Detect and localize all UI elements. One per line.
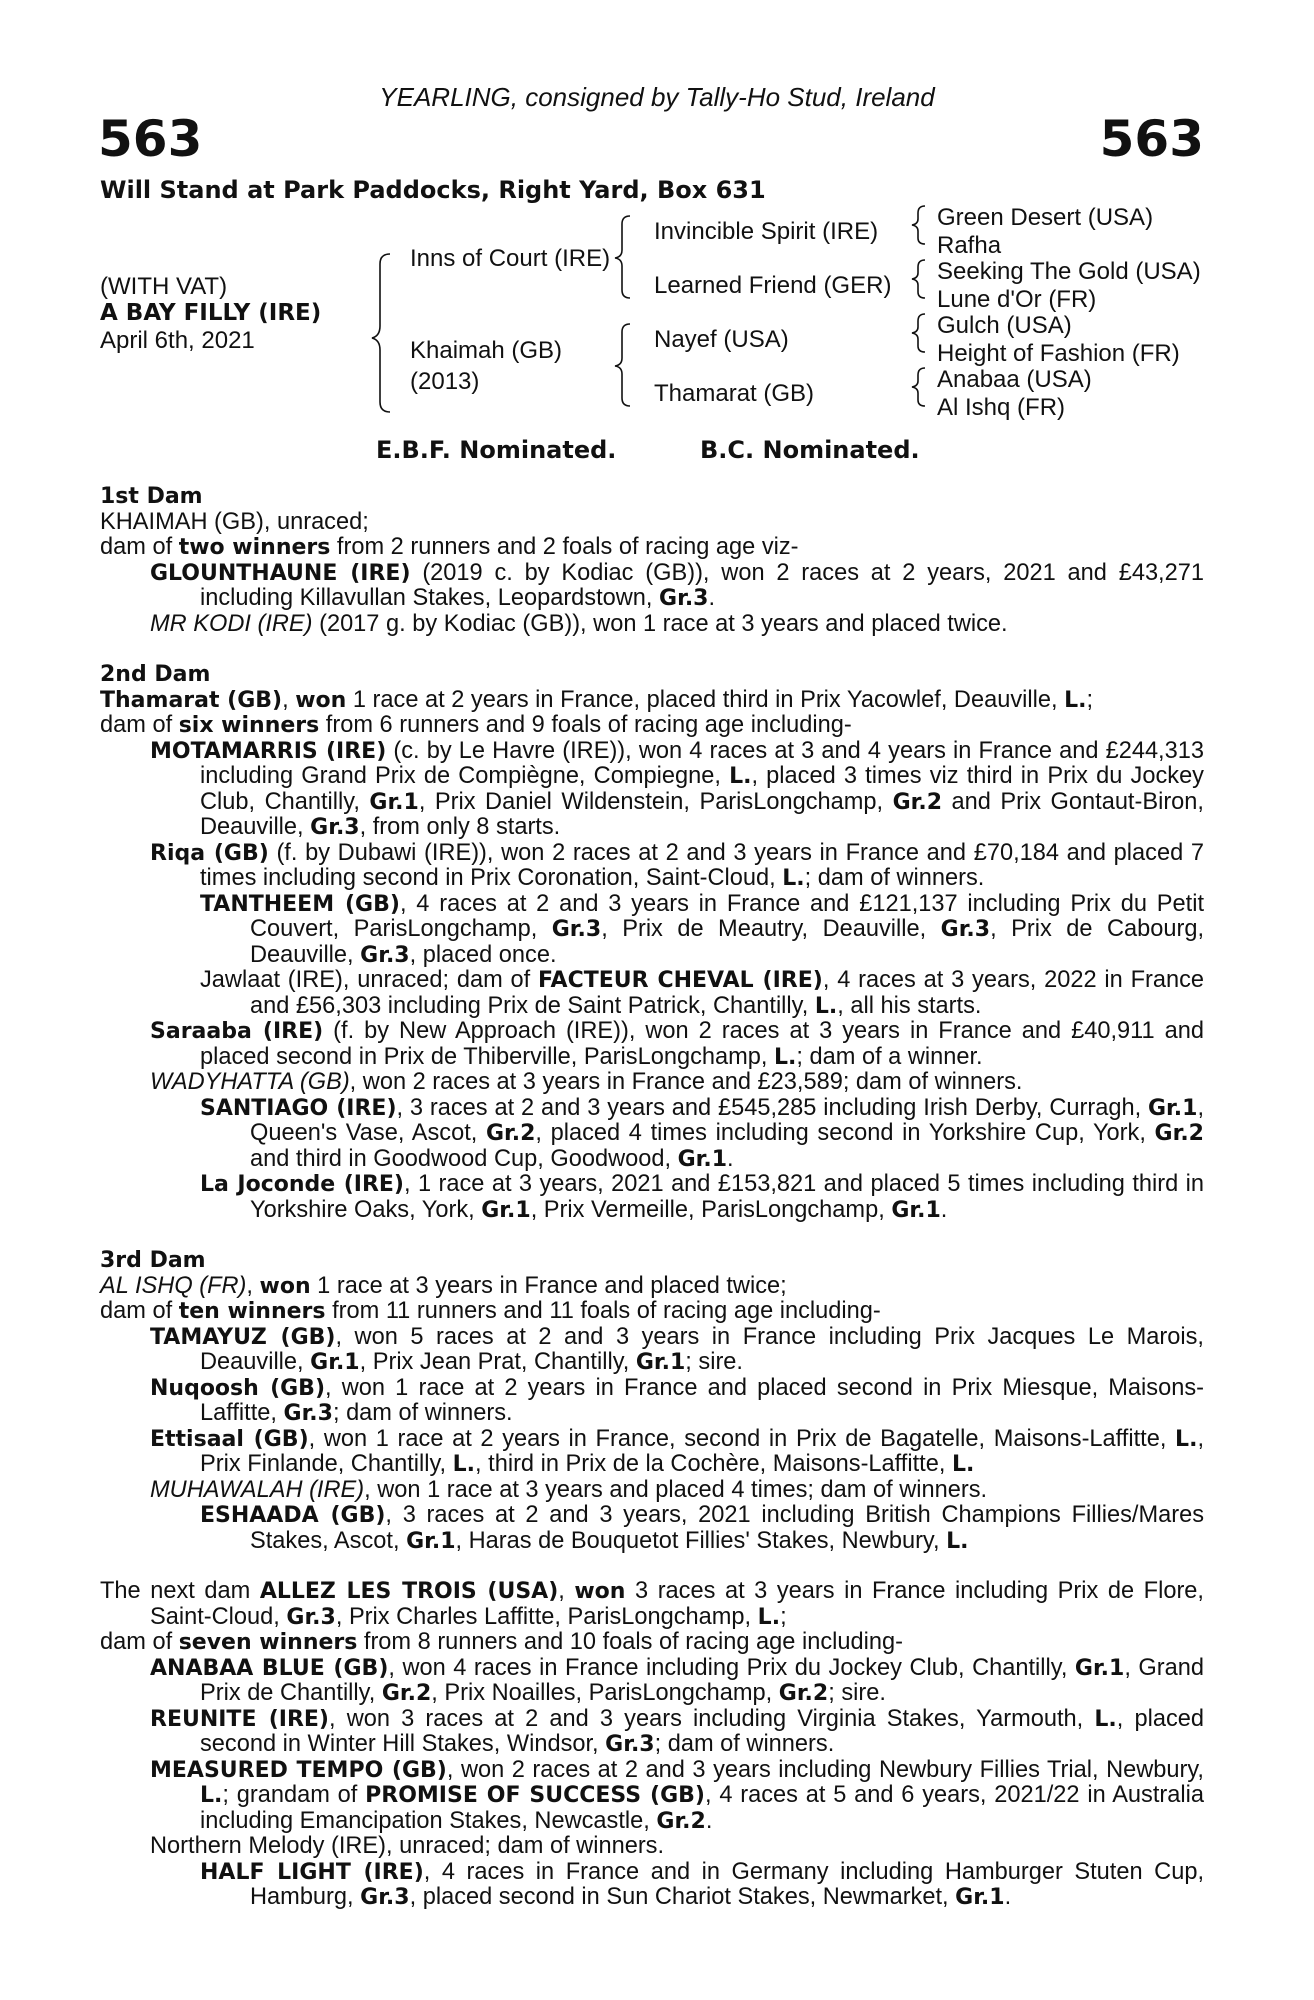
bold-text: Gr.1 [481, 1197, 531, 1223]
bold-text: Gr.1 [635, 1350, 686, 1375]
text: , [558, 1578, 575, 1604]
text: , Prix Daniel Wildenstein, ParisLongchamp, [418, 788, 893, 815]
text: ; sire. [828, 1680, 886, 1706]
pedigree-gen3-4: Lune d'Or (FR) [937, 286, 1097, 313]
date-of-birth: April 6th, 2021 [100, 327, 255, 354]
bold-text: Ettisaal (GB) [150, 1426, 309, 1452]
section-gap [100, 637, 1204, 662]
bold-text: Gr.2 [892, 789, 943, 815]
brace-g-4 [912, 368, 925, 406]
stand-location: Will Stand at Park Paddocks, Right Yard, Box 631 [100, 176, 766, 204]
bold-text: Gr.1 [310, 1350, 360, 1375]
bold-text: L. [200, 1783, 223, 1808]
text: . [727, 1145, 734, 1172]
text: (c. by Le Havre (IRE)), won 4 races at 3 and 4 years in France and £244,313 including Grand Prix de Compiègne, Compiegne, [200, 737, 1204, 789]
record-paragraph [100, 968, 1204, 1019]
text: . [708, 585, 716, 611]
text: , Prix de Cabourg, Deauville, [250, 916, 1205, 968]
record-paragraph [100, 1834, 1204, 1860]
section-gap [100, 1554, 1204, 1579]
ebf-nomination: E.B.F. Nominated. [376, 436, 617, 464]
text: , Prix Jean Prat, Chantilly, [359, 1349, 636, 1375]
text: ; dam of winners. [654, 1731, 835, 1757]
bold-text: two winners [178, 535, 331, 560]
text: 3 races at 3 years in France including Prix de Flore, Saint-Cloud, [150, 1578, 1204, 1630]
brace-g-3 [912, 314, 925, 352]
record-paragraph [100, 1019, 1204, 1070]
bold-text: won [574, 1579, 626, 1604]
record-paragraph [100, 1656, 1204, 1707]
bold-text: Gr.1 [955, 1885, 1005, 1910]
text: (2017 g. by Kodiac (GB)), won 1 race at 3 years and placed twice. [312, 610, 1008, 637]
text: , 1 race at 3 years, 2021 and £153,821 and placed 5 times including third in Yorkshire Oaks, York, [250, 1171, 1205, 1223]
record-paragraph [100, 1427, 1204, 1478]
record-paragraph [100, 739, 1204, 841]
text: ; dam of winners. [804, 865, 985, 891]
text: from 11 runners and 11 foals of racing age including- [325, 1298, 881, 1324]
text: ; [780, 1603, 787, 1630]
record-paragraph [100, 1503, 1204, 1554]
bold-text: Saraaba (IRE) [150, 1019, 324, 1044]
bc-nomination: B.C. Nominated. [700, 436, 920, 464]
text: , won 2 races at 2 and 3 years including Newbury Fillies Trial, Newbury, [446, 1756, 1204, 1783]
bold-text: L. [452, 1452, 476, 1477]
brace-sire [615, 216, 630, 298]
bold-text: REUNITE (IRE) [150, 1706, 329, 1732]
text: 1 race at 3 years in France and placed twice; [310, 1272, 787, 1299]
record-paragraph [100, 1478, 1204, 1504]
bold-text: L. [1094, 1706, 1117, 1732]
pedigree-dam-dam: Thamarat (GB) [654, 380, 815, 407]
bold-text: ALLEZ LES TROIS (USA) [259, 1579, 559, 1604]
text: dam of [100, 1298, 179, 1324]
bold-text: HALF LIGHT (IRE) [200, 1859, 424, 1885]
text: , Prix Vermeille, ParisLongchamp, [530, 1196, 892, 1223]
bold-text: Gr.2 [485, 1121, 536, 1146]
pedigree-sire-dam: Learned Friend (GER) [654, 272, 892, 299]
text: , won 1 race at 3 years and placed 4 times; dam of winners. [364, 1476, 988, 1503]
record-paragraph [100, 1376, 1204, 1427]
bold-text: Gr.3 [283, 1401, 333, 1426]
produce-records [100, 484, 1204, 1911]
bold-text: PROMISE OF SUCCESS (GB) [365, 1783, 705, 1808]
pedigree-gen3-1: Green Desert (USA) [937, 204, 1154, 231]
bold-text: L. [1175, 1426, 1198, 1452]
text: , third in Prix de la Cochère, Maisons-Laffitte, [475, 1451, 952, 1477]
lot-name: A BAY FILLY (IRE) [100, 300, 322, 326]
text: , 4 races at 2 and 3 years in France and £121,137 including Prix du Petit Couvert, ParisLongchamp, [250, 890, 1205, 942]
bold-text: Riqa (GB) [150, 840, 269, 866]
text: , won 3 races at 2 and 3 years including Virginia Stakes, Yarmouth, [329, 1705, 1095, 1732]
record-paragraph [100, 1325, 1204, 1376]
text: , placed 4 times including second in Yorkshire Cup, York, [535, 1120, 1155, 1146]
bold-text: L. [1064, 687, 1087, 713]
bold-text: ten winners [178, 1299, 326, 1324]
lot-number-left: 563 [98, 110, 203, 168]
text: dam of [100, 1629, 179, 1655]
bold-text: Gr.1 [677, 1146, 728, 1172]
text: , Queen's Vase, Ascot, [250, 1094, 1204, 1146]
bold-text: Thamarat (GB) [100, 687, 283, 713]
pedigree-gen3-3: Seeking The Gold (USA) [937, 258, 1201, 285]
text: ; grandam of [222, 1782, 366, 1808]
record-paragraph [100, 1070, 1204, 1096]
bold-text: Gr.1 [1148, 1095, 1198, 1121]
bold-text: L. [782, 866, 805, 891]
text: Northern Melody (IRE), unraced; dam of winners. [150, 1833, 665, 1859]
text: , 3 races at 2 and 3 years and £545,285 including Irish Derby, Curragh, [396, 1094, 1148, 1121]
record-paragraph [100, 1579, 1204, 1630]
bold-text: La Joconde (IRE) [200, 1172, 404, 1197]
bold-text: Nuqoosh (GB) [150, 1375, 326, 1401]
pedigree-dam-year: (2013) [410, 368, 480, 395]
text: 1 race at 2 years in France, placed third in Prix Yacowlef, Deauville, [346, 686, 1065, 713]
text: ; dam of winners. [332, 1400, 513, 1426]
text: , placed 3 times viz third in Prix du Jockey Club, Chantilly, [200, 763, 1204, 815]
record-paragraph [100, 510, 1204, 536]
text: ; sire. [685, 1349, 743, 1375]
text: , won 1 race at 2 years in France, second in Prix de Bagatelle, Maisons-Laffitte, [308, 1425, 1176, 1452]
pedigree-sire: Inns of Court (IRE) [410, 245, 611, 272]
bold-text: L. [757, 1604, 781, 1630]
text: . [940, 1196, 948, 1223]
record-paragraph [100, 892, 1204, 969]
bold-text: L. [729, 764, 752, 789]
pedigree-gen3-5: Gulch (USA) [937, 312, 1072, 339]
brace-g-2 [912, 260, 925, 298]
record-paragraph [100, 1299, 1204, 1325]
section-heading: 2nd Dam [100, 662, 211, 687]
record-paragraph [100, 1707, 1204, 1758]
record-paragraph [100, 561, 1204, 612]
pedigree-dam-sire: Nayef (USA) [654, 326, 789, 353]
section-heading: 3rd Dam [100, 1248, 206, 1273]
bold-text: won [295, 687, 347, 713]
pedigree-dam: Khaimah (GB) [410, 337, 563, 364]
pedigree-gen3-7: Anabaa (USA) [937, 366, 1092, 393]
text: , all his starts. [837, 992, 982, 1019]
bold-text: Gr.3 [286, 1604, 336, 1630]
section-heading: 1st Dam [100, 484, 203, 509]
consignment-line: YEARLING, consigned by Tally-Ho Stud, Ireland [379, 82, 935, 112]
vat-note: (WITH VAT) [100, 273, 228, 300]
bold-text: TAMAYUZ (GB) [150, 1324, 336, 1350]
text: , [246, 1272, 260, 1299]
text: , Prix de Meautry, Deauville, [601, 916, 941, 942]
bold-text: won [259, 1273, 311, 1299]
italic-text: WADYHATTA (GB) [150, 1069, 350, 1095]
text: , Prix Charles Laffitte, ParisLongchamp, [335, 1603, 758, 1630]
section-gap [100, 1223, 1204, 1248]
bold-text: Gr.2 [381, 1681, 432, 1706]
brace-main [372, 254, 390, 412]
record-paragraph [100, 841, 1204, 892]
text: (2019 c. by Kodiac (GB)), won 2 races at 2 years, 2021 and £43,271 including Killavullan Stakes, Leopardstown, [200, 559, 1204, 611]
text: . [705, 1807, 713, 1834]
text: KHAIMAH (GB), unraced; [100, 508, 369, 535]
text: dam of [100, 534, 179, 560]
italic-text: MUHAWALAH (IRE) [150, 1476, 365, 1503]
bold-text: Gr.1 [369, 789, 419, 815]
record-paragraph [100, 688, 1204, 714]
text: from 6 runners and 9 foals of racing age including- [319, 712, 852, 738]
text: , placed second in Winter Hill Stakes, Windsor, [200, 1705, 1205, 1757]
bold-text: L. [774, 1044, 797, 1070]
bold-text: Gr.1 [891, 1197, 941, 1223]
text: , Prix Finlande, Chantilly, [200, 1425, 1204, 1477]
bold-text: Gr.3 [659, 586, 709, 611]
record-paragraph [100, 713, 1204, 739]
bold-text: L. [814, 993, 838, 1019]
bold-text: Gr.2 [656, 1808, 706, 1834]
text: and Prix Gontaut-Biron, Deauville, [200, 788, 1204, 840]
text: , [282, 686, 296, 713]
record-paragraph [100, 1274, 1204, 1300]
text: (f. by Dubawi (IRE)), won 2 races at 2 and 3 years in France and £70,184 and placed 7 times including second in Prix Coronation, Saint-Cloud, [200, 839, 1204, 891]
bold-text: GLOUNTHAUNE (IRE) [150, 560, 411, 586]
bold-text: FACTEUR CHEVAL (IRE) [538, 968, 823, 993]
bold-text: Gr.3 [940, 917, 991, 942]
bold-text: six winners [178, 713, 320, 738]
bold-text: Gr.1 [406, 1528, 456, 1554]
record-paragraph [100, 1758, 1204, 1835]
text: , placed once. [409, 941, 557, 968]
text: , from only 8 starts. [359, 814, 561, 840]
bold-text: L. [951, 1452, 975, 1477]
record-paragraph [100, 1630, 1204, 1656]
text: Jawlaat (IRE), unraced; dam of [200, 967, 539, 993]
text: , Prix Noailles, ParisLongchamp, [431, 1680, 779, 1706]
pedigree-sire-sire: Invincible Spirit (IRE) [654, 218, 879, 245]
text: dam of [100, 712, 179, 738]
text: and third in Goodwood Cup, Goodwood, [250, 1145, 678, 1172]
italic-text: MR KODI (IRE) [150, 610, 313, 637]
text: (f. by New Approach (IRE)), won 2 races at 3 years in France and £40,911 and placed second in Prix de Thiberville, ParisLongchamp, [200, 1018, 1204, 1070]
text: , won 4 races in France including Prix du Jockey Club, Chantilly, [388, 1654, 1075, 1681]
bold-text: ESHAADA (GB) [200, 1503, 386, 1528]
text: ; dam of a winner. [796, 1043, 983, 1070]
text: from 2 runners and 2 foals of racing age viz- [330, 534, 799, 560]
bold-text: ANABAA BLUE (GB) [150, 1655, 389, 1681]
text: , Haras de Bouquetot Fillies' Stakes, Newbury, [455, 1527, 947, 1554]
bold-text: seven winners [178, 1630, 358, 1655]
text: , 3 races at 2 and 3 years, 2021 including British Champions Fillies/Mares Stakes, Ascot, [250, 1502, 1204, 1554]
bold-text: Gr.3 [551, 917, 602, 942]
text: , 4 races in France and in Germany including Hamburger Stuten Cup, Hamburg, [250, 1858, 1204, 1910]
bold-text: SANTIAGO (IRE) [200, 1095, 397, 1121]
text: , Grand Prix de Chantilly, [200, 1654, 1204, 1706]
italic-text: AL ISHQ (FR) [100, 1272, 247, 1299]
record-paragraph [100, 1096, 1204, 1173]
record-paragraph [100, 612, 1204, 638]
record-paragraph [100, 535, 1204, 561]
text: ; [1086, 686, 1094, 713]
brace-g-1 [912, 206, 925, 244]
bold-text: TANTHEEM (GB) [200, 891, 400, 917]
pedigree-braces [0, 0, 1314, 440]
pedigree-gen3-6: Height of Fashion (FR) [937, 340, 1180, 367]
text: , won 5 races at 2 and 3 years in France including Prix Jacques Le Marois, Deauville, [200, 1323, 1204, 1375]
text: , 4 races at 5 and 6 years, 2021/22 in Australia including Emancipation Stakes, Newcastle, [200, 1782, 1204, 1834]
text: , won 1 race at 2 years in France and placed second in Prix Miesque, Maisons-Laffitte, [200, 1374, 1204, 1426]
bold-text: Gr.2 [1154, 1121, 1204, 1146]
brace-dam [615, 324, 630, 406]
lot-number-right: 563 [1099, 110, 1204, 168]
record-paragraph [100, 1860, 1204, 1911]
record-paragraph [100, 1172, 1204, 1223]
text: The next dam [100, 1578, 260, 1604]
bold-text: MOTAMARRIS (IRE) [150, 738, 387, 764]
text: , 4 races at 3 years, 2022 in France and £56,303 including Prix de Saint Patrick, Chantilly, [250, 967, 1205, 1019]
text: from 8 runners and 10 foals of racing age including- [357, 1629, 903, 1655]
pedigree-gen3-2: Rafha [937, 232, 1002, 259]
text: , placed second in Sun Chariot Stakes, Newmarket, [409, 1884, 956, 1910]
bold-text: Gr.3 [605, 1732, 655, 1757]
bold-text: MEASURED TEMPO (GB) [150, 1757, 447, 1783]
bold-text: Gr.3 [310, 815, 360, 840]
bold-text: Gr.2 [778, 1681, 829, 1706]
text: . [1004, 1884, 1012, 1910]
text: , won 2 races at 3 years in France and £23,589; dam of winners. [349, 1069, 1023, 1095]
bold-text: Gr.3 [360, 1885, 410, 1910]
bold-text: Gr.3 [360, 942, 410, 968]
bold-text: Gr.1 [1074, 1655, 1125, 1681]
pedigree-gen3-8: Al Ishq (FR) [937, 394, 1066, 421]
bold-text: L. [946, 1528, 969, 1554]
